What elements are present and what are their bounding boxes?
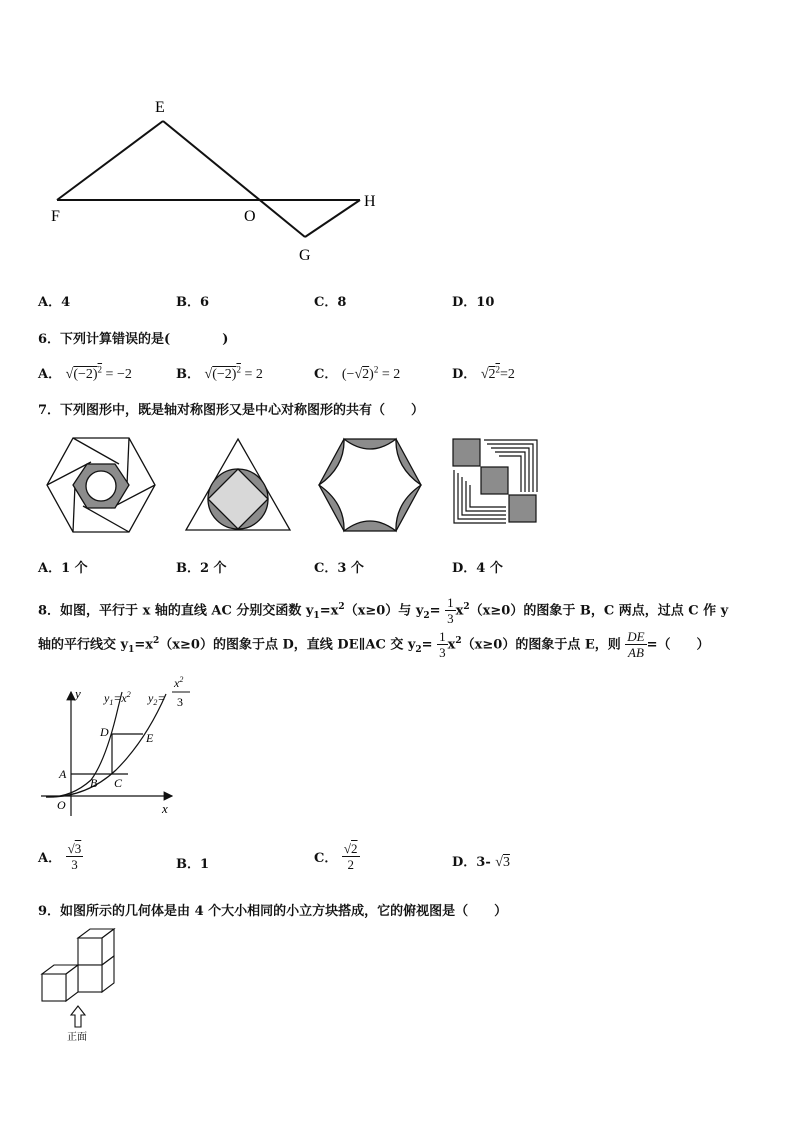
q5-option-c[interactable]: C．8 xyxy=(314,295,347,310)
q8-l1-sub2: 2 xyxy=(423,610,430,621)
q7-shape-triangle-circle xyxy=(184,437,292,533)
q6-b-expr: $√(-2)^2 = 2$ xyxy=(204,364,263,382)
q6-c-rad: 2 xyxy=(362,367,370,382)
q7-option-b[interactable]: B．2 个 xyxy=(176,561,227,576)
q7-shape-hexagon-arcs xyxy=(317,437,423,533)
q8-l2-frac-n: 1 xyxy=(439,629,446,645)
q8-option-b[interactable]: B．1 xyxy=(176,857,210,872)
q8-a-den: 3 xyxy=(71,857,78,872)
q8-graph xyxy=(36,670,206,820)
label-F: F xyxy=(51,208,60,225)
q6-a-rhs: = −2 xyxy=(105,367,132,382)
q8-l2-sub1: 1 xyxy=(128,644,135,655)
q6-d-expr: $√2^2=2$ xyxy=(480,364,515,382)
q8-l2-f: （x≥0）的图象于点 E，则 xyxy=(461,637,621,653)
graph-label-o: O xyxy=(57,798,66,812)
q6-d-letter: D． xyxy=(452,367,477,382)
q8-l2-sup2: 2 xyxy=(455,636,462,646)
q9-stem: 9．如图所示的几何体是由 4 个大小相同的小立方块搭成，它的俯视图是（ ） xyxy=(38,904,508,919)
q8-c-rad: 2 xyxy=(351,841,358,856)
q6-c-pre: (− xyxy=(341,367,355,382)
q8-l1-e: x xyxy=(455,603,464,619)
q8-l2-b: =x xyxy=(134,637,154,653)
q6-c-exp: 2 xyxy=(373,364,379,375)
q8-l1-sup2: 2 xyxy=(463,602,470,612)
label-E: E xyxy=(155,99,165,116)
q6-option-c[interactable] xyxy=(314,363,400,383)
q7-shape-squares xyxy=(451,437,541,525)
q6-b-exp: 2 xyxy=(236,364,241,375)
q8-a-letter: A． xyxy=(38,851,62,866)
q7-option-a[interactable]: A．1 个 xyxy=(38,561,88,576)
f2n: x xyxy=(174,676,180,690)
q6-c-letter: C． xyxy=(314,367,338,382)
q8-option-d[interactable] xyxy=(452,851,510,871)
q7-option-c[interactable]: C．3 个 xyxy=(314,561,364,576)
graph-label-d: D xyxy=(100,725,109,739)
q8-l1-sup: 2 xyxy=(338,602,345,612)
q6-a-exp: 2 xyxy=(97,364,103,375)
f1-rhs: =x xyxy=(113,691,127,705)
graph-label-c: C xyxy=(114,776,123,790)
q9-front-label: 正面 xyxy=(67,1032,87,1043)
q6-a-letter: A． xyxy=(38,367,62,382)
graph-label-f2-den: 3 xyxy=(177,695,183,709)
q8-l2-frac xyxy=(437,630,448,659)
q6-a-rad: (−2) xyxy=(73,367,98,382)
q8-l2-a: 轴的平行线交 y xyxy=(38,637,129,653)
q8-d-rad: 3 xyxy=(502,855,510,870)
q8-c-frac xyxy=(342,842,360,871)
q8-l1-b: =x xyxy=(319,603,339,619)
q7-shape-hexagon-circle xyxy=(45,436,157,534)
graph-label-a: A xyxy=(59,767,67,781)
label-G: G xyxy=(299,247,311,264)
f2-y: y xyxy=(148,691,154,705)
f1-y: y xyxy=(104,691,110,705)
q8-l2-g: =（ ） xyxy=(646,637,710,653)
label-H: H xyxy=(364,193,376,210)
label-O: O xyxy=(244,208,256,225)
q8-l2-c: （x≥0）的图象于点 D，直线 DE∥AC 交 y xyxy=(159,637,416,653)
q6-c-rhs: = 2 xyxy=(381,367,401,382)
q8-ratio-d: AB xyxy=(628,645,644,661)
q6-option-a[interactable] xyxy=(38,363,132,383)
graph-label-f2-num xyxy=(173,675,183,690)
q8-a-rad: 3 xyxy=(74,841,82,856)
figure-q5-triangles xyxy=(40,90,400,270)
q7-stem: 7．下列图形中，既是轴对称图形又是中心对称图形的共有（ ） xyxy=(38,403,425,418)
q8-l1-c: （x≥0）与 y xyxy=(344,603,424,619)
q8-option-c[interactable] xyxy=(314,842,360,871)
q6-c-post: ) xyxy=(369,367,374,382)
q8-a-num: √3 xyxy=(67,841,82,856)
q8-l1-frac xyxy=(445,596,456,625)
q8-a-frac xyxy=(66,842,84,871)
q8-c-num: √2 xyxy=(343,841,358,856)
q6-d-exp: 2 xyxy=(495,364,500,375)
f2-eq: = xyxy=(157,691,166,705)
q6-d-rhs: =2 xyxy=(500,367,515,382)
q6-d-rad: 2 xyxy=(488,367,496,382)
q8-line1 xyxy=(38,593,728,630)
q6-b-rhs: = 2 xyxy=(244,367,263,382)
q6-b-rad: (−2) xyxy=(212,367,237,382)
q8-l2-e: x xyxy=(447,637,456,653)
f2n-sup: 2 xyxy=(179,675,184,684)
q8-d-sqrt: √3 xyxy=(495,855,510,870)
graph-label-b: B xyxy=(90,776,98,790)
q8-l2-frac-d: 3 xyxy=(439,645,446,661)
graph-label-y: y xyxy=(75,686,81,701)
q8-line2 xyxy=(38,627,710,664)
q8-option-a[interactable] xyxy=(38,842,83,871)
f2-sub: 2 xyxy=(153,698,158,707)
q5-option-b[interactable]: B．6 xyxy=(176,295,210,310)
graph-label-f2 xyxy=(147,691,165,707)
q8-l1-frac-n: 1 xyxy=(447,595,454,611)
f1-sub: 1 xyxy=(109,698,114,707)
q8-c-letter: C． xyxy=(314,851,338,866)
q7-option-d[interactable]: D．4 个 xyxy=(452,561,503,576)
graph-label-f1 xyxy=(103,690,131,707)
q5-option-a[interactable]: A．4 xyxy=(38,295,71,310)
q9-cube-figure xyxy=(38,926,128,1046)
q5-option-d[interactable]: D．10 xyxy=(452,295,495,310)
q8-ratio xyxy=(625,630,646,659)
q6-a-expr: $√(-2)^2 = -2$ xyxy=(65,364,132,382)
q8-l1-frac-d: 3 xyxy=(447,611,454,627)
q8-c-den: 2 xyxy=(347,857,354,872)
q6-b-letter: B． xyxy=(176,367,200,382)
graph-label-e: E xyxy=(146,731,154,745)
q8-l1-f: （x≥0）的图象于 B，C 两点，过点 C 作 y xyxy=(469,603,729,619)
graph-label-x: x xyxy=(162,801,168,816)
q8-l1-d: = xyxy=(429,603,441,619)
q8-d-letter: D．3- xyxy=(452,855,491,870)
q8-l1-sub1: 1 xyxy=(313,610,320,621)
q6-stem: 6．下列计算错误的是( ) xyxy=(38,332,229,347)
q6-option-b[interactable] xyxy=(176,363,263,383)
f1-sup: 2 xyxy=(126,690,131,699)
q6-option-d[interactable] xyxy=(452,363,515,383)
q8-l2-sub2: 2 xyxy=(415,644,422,655)
q8-l2-sup: 2 xyxy=(153,636,160,646)
q8-ratio-n: DE xyxy=(627,629,645,645)
q6-c-expr: $(-√2)^2 = 2$ xyxy=(341,364,401,382)
q8-l1-a: 8．如图，平行于 x 轴的直线 AC 分别交函数 y xyxy=(38,603,314,619)
q8-l2-d: = xyxy=(421,637,433,653)
